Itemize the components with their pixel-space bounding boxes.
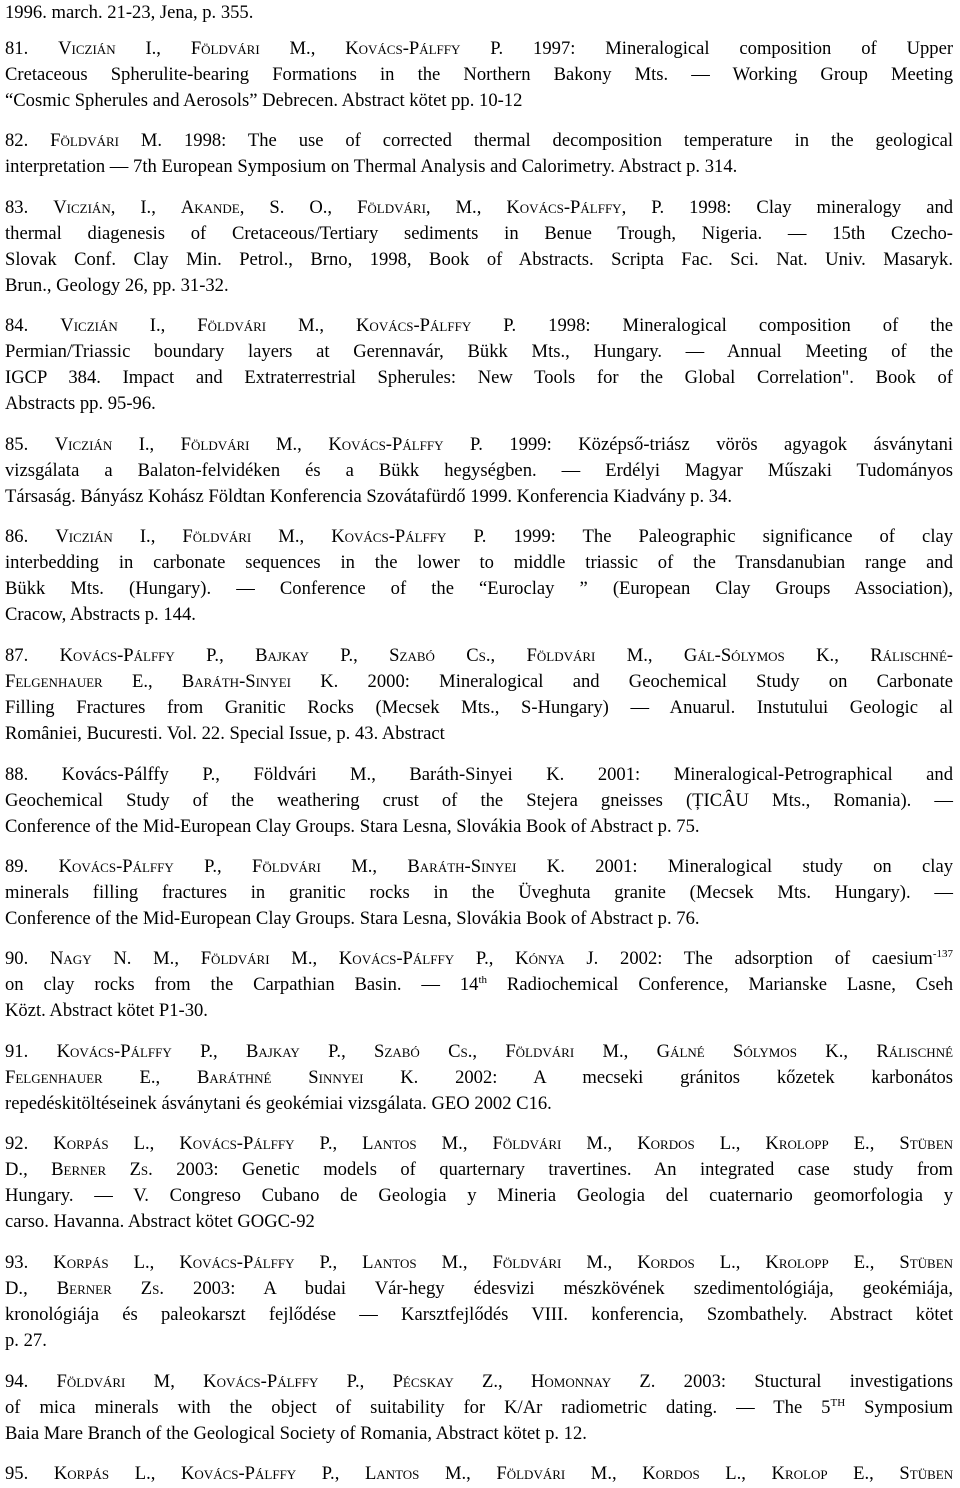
author-name: Kovács-Pálffy P. xyxy=(356,315,517,336)
text-run: , xyxy=(23,1278,57,1299)
author-name: Berner Zs. xyxy=(56,1278,165,1299)
text-run: , xyxy=(476,197,507,218)
text-run: 1996. march. 21-23, Jena, p. 355. xyxy=(5,2,254,23)
author-name: Kovács-Pálffy P. xyxy=(180,1463,335,1484)
author-name: Kónya J. xyxy=(515,948,599,969)
text-line xyxy=(5,1421,953,1448)
author-name: Nagy N. M. xyxy=(49,948,175,969)
text-run: 2000: Mineralogical and Geochemical Study on Carbonate xyxy=(338,671,954,692)
author-name: D. xyxy=(5,1278,24,1299)
superscript: th xyxy=(478,973,488,986)
author-name: Viczián I. xyxy=(58,38,157,59)
text-line xyxy=(5,695,953,722)
author-name: Kovács-Pálffy P. xyxy=(203,1371,360,1392)
text-run: 89. xyxy=(5,856,59,877)
text-line xyxy=(5,128,953,155)
text-line xyxy=(5,1091,953,1118)
text-line xyxy=(5,602,953,629)
text-run: , xyxy=(312,948,339,969)
text-run: , xyxy=(607,1252,638,1273)
text-run: , xyxy=(149,1133,180,1154)
text-run: , xyxy=(332,1252,363,1273)
text-run: minerals filling fractures in granitic rocks in the Üveghuta granite (Mecsek Mts. Hungary). — xyxy=(5,882,953,903)
author-name: Krolopp E. xyxy=(765,1133,870,1154)
text-run: Symposium xyxy=(845,1397,953,1418)
text-line xyxy=(5,1131,953,1158)
author-name: Korpás L. xyxy=(53,1463,151,1484)
text-run: Romȃniei, Bucureѕti. Vol. 22. Special Issue, p. 43. Abstract xyxy=(5,723,445,744)
text-line xyxy=(5,1183,953,1210)
text-run: , xyxy=(869,1133,900,1154)
text-line xyxy=(5,880,953,907)
author-name: Viczián I. xyxy=(55,526,151,547)
author-name: Gál-Sólymos K. xyxy=(683,645,835,666)
text-line xyxy=(5,1369,953,1396)
author-name: Földvári M. xyxy=(50,130,163,151)
text-run: 82. xyxy=(5,130,51,151)
author-name: Kordos L. xyxy=(637,1133,736,1154)
text-run: 81. xyxy=(5,38,59,59)
text-run: , xyxy=(319,315,356,336)
text-run: Bükk Mts. (Hungary). — Conference of the “Euroclay ” (European Clay Groups Association), xyxy=(5,578,953,599)
text-run: , xyxy=(160,315,198,336)
author-name: Kovács-Pálffy P. xyxy=(338,948,489,969)
author-name: Lantos M. xyxy=(362,1133,463,1154)
text-run: 91. xyxy=(5,1041,57,1062)
text-run: , xyxy=(149,1252,180,1273)
text-run: , xyxy=(310,38,346,59)
author-name: Baráth-Sinyei K. xyxy=(407,856,565,877)
author-name: Szabó Cs. xyxy=(389,645,491,666)
text-line xyxy=(5,62,953,89)
author-name: Bajkay P. xyxy=(255,645,354,666)
text-run: 93. xyxy=(5,1252,54,1273)
author-name: Földvári M. xyxy=(190,38,311,59)
text-run: , xyxy=(297,434,329,455)
text-run: , xyxy=(334,1463,365,1484)
superscript: -137 xyxy=(932,947,954,960)
text-line xyxy=(5,1276,953,1303)
text-run: , xyxy=(217,856,253,877)
text-run: 1999: The Paleographic significance of clay xyxy=(486,526,954,547)
text-line xyxy=(5,221,953,248)
text-run: Abstracts pp. 95-96. xyxy=(5,393,156,414)
author-name: Gálné Sólymos K. xyxy=(656,1041,844,1062)
text-run: , xyxy=(150,526,183,547)
text-run: 2001: Mineralogical study on clay xyxy=(564,856,954,877)
text-line xyxy=(5,762,953,789)
text-line xyxy=(5,788,953,815)
author-name: Korpás L. xyxy=(53,1252,150,1273)
text-run: 1998: Mineralogical composition of the xyxy=(516,315,954,336)
author-name: Földvári M xyxy=(56,1371,171,1392)
text-run: 83. xyxy=(5,197,54,218)
author-name: Földvári M. xyxy=(200,948,313,969)
text-run: 2002: The adsorption of caesium xyxy=(598,948,933,969)
text-line xyxy=(5,458,953,485)
author-name: Földvári M. xyxy=(180,434,298,455)
text-run: thermal diagenesis of Cretaceous/Tertiary sediments in Benue Trough, Nigeria. — 15th Czecho- xyxy=(5,223,953,244)
text-line xyxy=(5,432,953,459)
text-run: Slovak Conf. Clay Min. Petrol., Brno, 1998, Book of Abstracts. Scripta Fac. Sci. Nat. Univ. Masaryk. xyxy=(5,249,953,270)
author-name: Kovács-Pálffy P. xyxy=(328,434,483,455)
text-line xyxy=(5,721,953,748)
author-name: Kovács-Pálffy P. xyxy=(331,526,487,547)
text-run: , xyxy=(23,1159,52,1180)
author-name: Viczián, I. xyxy=(53,197,152,218)
text-run: kronológiája és paleokarszt fejlődése — Karsztfejlődés VIII. konferencia, Szombathely. Abstract kötet xyxy=(5,1304,953,1325)
author-name: Földvári M. xyxy=(505,1041,624,1062)
text-run: 1998: The use of corrected thermal decomposition temperature in the geological xyxy=(162,130,954,151)
text-run: 2003: Genetic models of quarternary travertines. An integrated case study from xyxy=(152,1159,953,1180)
text-run: 2003: Stuctural investigations xyxy=(655,1371,954,1392)
text-run: , xyxy=(490,645,527,666)
text-line xyxy=(5,36,953,63)
text-run: Hungary. — V. Congreso Cubano de Geologia y Mineria Geologia del cuaternario geomorfologia y xyxy=(5,1185,953,1206)
text-run: Cracow, Abstracts p. 144. xyxy=(5,604,196,625)
text-run: , xyxy=(341,1041,375,1062)
text-line xyxy=(5,1302,953,1329)
text-run: , xyxy=(151,197,181,218)
text-line xyxy=(5,339,953,366)
text-line xyxy=(5,154,953,181)
author-name: Kovács-Pálffy P. xyxy=(58,856,218,877)
text-run: , xyxy=(607,1133,638,1154)
text-run: 90. xyxy=(5,948,50,969)
text-run: , xyxy=(843,1041,877,1062)
text-line xyxy=(5,524,953,551)
text-run: , xyxy=(869,1463,900,1484)
author-name: Kovács-Pálffy P. xyxy=(56,1041,214,1062)
text-line xyxy=(5,273,953,300)
text-run: Conference of the Mid-European Clay Groups. Stara Lesna, Slovákia Book of Abstract p. 75. xyxy=(5,816,700,837)
text-run: interbedding in carbonate sequences in the lower to middle triassic of the Transdanubian range and xyxy=(5,552,953,573)
author-name: Kovács-Pálffy, P. xyxy=(506,197,665,218)
text-run: Radiochemical Conference, Marianske Lasne, Cseh xyxy=(487,974,953,995)
text-line xyxy=(5,365,953,392)
author-name: Homonnay Z. xyxy=(530,1371,656,1392)
text-run: p. 27. xyxy=(5,1330,47,1351)
text-run: , xyxy=(462,1133,493,1154)
author-name: Pécskay Z. xyxy=(392,1371,499,1392)
text-run: 1998: Clay mineralogy and xyxy=(664,197,954,218)
text-run: , xyxy=(462,1252,493,1273)
text-line xyxy=(5,814,953,841)
text-run: carso. Havanna. Abstract kötet GOGC-92 xyxy=(5,1211,315,1232)
text-line xyxy=(5,88,953,115)
text-run: , xyxy=(466,1463,497,1484)
text-run: , xyxy=(353,645,390,666)
author-name: Bajkay P. xyxy=(245,1041,342,1062)
text-line xyxy=(5,1328,953,1355)
text-run: Brun., Geology 26, pp. 31-32. xyxy=(5,275,229,296)
author-name: Krolop E. xyxy=(771,1463,870,1484)
author-name: Földvári M. xyxy=(526,645,648,666)
text-line xyxy=(5,643,953,670)
author-name: Kovács-Pálffy P. xyxy=(345,38,504,59)
superscript: TH xyxy=(830,1396,846,1409)
text-line xyxy=(5,1461,953,1488)
text-run: , xyxy=(735,1133,766,1154)
text-run: Cretaceous Spherulite-bearing Formations in the Northern Bakony Mts. — Working Group Meeting xyxy=(5,64,953,85)
author-name: Kovács-Pálffy P. xyxy=(179,1133,333,1154)
text-line xyxy=(5,946,953,973)
text-line xyxy=(5,998,953,1025)
text-line xyxy=(5,669,953,696)
text-run: , xyxy=(372,856,408,877)
author-name: Földvári, M. xyxy=(357,197,477,218)
author-name: Kordos L. xyxy=(637,1252,736,1273)
author-name: Akande, S. O. xyxy=(180,197,328,218)
author-name: Stüben xyxy=(899,1463,954,1484)
author-name: D. xyxy=(5,1159,24,1180)
text-line xyxy=(5,854,953,881)
text-run: , xyxy=(299,526,332,547)
text-run: 84. xyxy=(5,315,61,336)
author-name: Stüben xyxy=(899,1133,954,1154)
text-run: Filling Fractures from Granitic Rocks (Mecsek Mts., S-Hungary) — Anuarul. Instutului Geologic al xyxy=(5,697,953,718)
text-run: 2003: A budai Vár-hegy édesvizi mészkövének szedimentológiája, geokémiája, xyxy=(164,1278,954,1299)
text-line xyxy=(5,0,953,27)
text-line xyxy=(5,1209,953,1236)
text-run: Baia Mare Branch of the Geological Society of Romania, Abstract kötet p. 12. xyxy=(5,1423,587,1444)
author-name: Lantos M. xyxy=(364,1463,467,1484)
text-run: 2002: A mecseki gránitos kőzetek karbonátos xyxy=(418,1067,954,1088)
text-line xyxy=(5,1039,953,1066)
text-run: interpretation — 7th European Symposium on Thermal Analysis and Calorimetry. Abstract p. 314. xyxy=(5,156,738,177)
text-run: , xyxy=(472,1041,506,1062)
text-run: 86. xyxy=(5,526,56,547)
text-run: Permian/Triassic boundary layers at Gerennavár, Bükk Mts., Hungary. — Annual Meeting of the xyxy=(5,341,953,362)
text-run: of mica minerals with the object of suitability for K/Ar radiometric dating. — The 5 xyxy=(5,1397,831,1418)
author-name: Korpás L. xyxy=(53,1133,150,1154)
text-run: Geochemical Study of the weathering crust of the Stejera gneisses (ȚICȂU Mts., Romania). — xyxy=(5,790,953,811)
text-run: 94. xyxy=(5,1371,57,1392)
text-run: , xyxy=(147,671,182,692)
author-name: Szabó Cs. xyxy=(374,1041,473,1062)
text-run: , xyxy=(498,1371,531,1392)
text-run: on clay rocks from the Carpathian Basin. — 14 xyxy=(5,974,479,995)
text-line xyxy=(5,1395,953,1422)
text-run: 95. xyxy=(5,1463,54,1484)
text-run: , xyxy=(156,38,191,59)
text-line xyxy=(5,195,953,222)
text-run: vizsgálata a Balaton-felvidéken és a Bükk hegységben. — Erdélyi Magyar Műszaki Tudományos xyxy=(5,460,953,481)
author-name: Viczián I. xyxy=(60,315,161,336)
text-run: 87. xyxy=(5,645,60,666)
text-run: 92. xyxy=(5,1133,54,1154)
text-line xyxy=(5,247,953,274)
text-run: Conference of the Mid-European Clay Groups. Stara Lesna, Slovákia Book of Abstract p. 76. xyxy=(5,908,700,929)
author-name: Földvári M. xyxy=(197,315,320,336)
author-name: Berner Zs. xyxy=(51,1159,153,1180)
text-run: 1999: Középső-triász vörös agyagok ásványtani xyxy=(482,434,954,455)
author-name: Földvári M. xyxy=(182,526,300,547)
author-name: Földvári M. xyxy=(496,1463,612,1484)
text-run: 1997: Mineralogical composition of Upper xyxy=(503,38,954,59)
text-run: “Cosmic Spherules and Aerosols” Debrecen. Abstract kötet pp. 10-12 xyxy=(5,90,523,111)
text-line xyxy=(5,906,953,933)
text-run: , xyxy=(149,434,181,455)
text-line xyxy=(5,576,953,603)
text-run: repedéskitöltéseinek ásványtani és geokémiai vizsgálata. GEO 2002 C16. xyxy=(5,1093,552,1114)
author-name: Kordos L. xyxy=(642,1463,742,1484)
author-name: Krolopp E. xyxy=(765,1252,870,1273)
text-run: IGCP 384. Impact and Extraterrestrial Spherules: New Tools for the Global Correlation". Book of xyxy=(5,367,953,388)
author-name: Kovács-Pálffy P. xyxy=(179,1252,333,1273)
text-line xyxy=(5,1157,953,1184)
text-run: Közt. Abstract kötet P1-30. xyxy=(5,1000,208,1021)
author-name: Földvári M. xyxy=(492,1252,608,1273)
text-run: , xyxy=(219,645,256,666)
text-run: , xyxy=(735,1252,766,1273)
text-run: , xyxy=(647,645,684,666)
author-name: Baráthné Sinnyei K. xyxy=(196,1067,419,1088)
text-run: , xyxy=(623,1041,657,1062)
text-run: , xyxy=(155,1067,197,1088)
text-run: , xyxy=(359,1371,393,1392)
text-run: Társaság. Bányász Kohász Földtan Konferencia Szovátafürdő 1999. Konferencia Kiadvány p. 34. xyxy=(5,486,732,507)
text-run: , xyxy=(170,1371,204,1392)
text-line xyxy=(5,313,953,340)
author-name: Stüben xyxy=(899,1252,954,1273)
text-line xyxy=(5,550,953,577)
text-run: , xyxy=(488,948,516,969)
text-line xyxy=(5,391,953,418)
text-run: , xyxy=(150,1463,181,1484)
text-line xyxy=(5,972,953,999)
author-name: Kovács-Pálffy P. xyxy=(59,645,220,666)
author-name: Baráth-Sinyei K. xyxy=(181,671,339,692)
author-name: Rálischné xyxy=(876,1041,954,1062)
text-run: , xyxy=(213,1041,246,1062)
text-run: , xyxy=(869,1252,900,1273)
author-name: Lantos M. xyxy=(362,1252,463,1273)
author-name: Rálischné- xyxy=(870,645,954,666)
text-run: , xyxy=(327,197,358,218)
text-line xyxy=(5,1250,953,1277)
author-name: Felgenhauer E. xyxy=(5,1067,156,1088)
text-run: , xyxy=(174,948,201,969)
text-run: 85. xyxy=(5,434,55,455)
text-run: 88. Kovács-Pálffy P., Földvári M., Baráth-Sinyei K. 2001: Mineralogical-Petrographical and xyxy=(5,764,953,785)
author-name: Felgenhauer E. xyxy=(5,671,148,692)
text-run: , xyxy=(332,1133,363,1154)
text-line xyxy=(5,1065,953,1092)
text-run: , xyxy=(611,1463,643,1484)
author-name: Földvári M. xyxy=(492,1133,608,1154)
text-line xyxy=(5,484,953,511)
author-name: Viczián I. xyxy=(54,434,150,455)
author-name: Földvári M. xyxy=(252,856,373,877)
text-run: , xyxy=(834,645,871,666)
text-run: , xyxy=(741,1463,772,1484)
